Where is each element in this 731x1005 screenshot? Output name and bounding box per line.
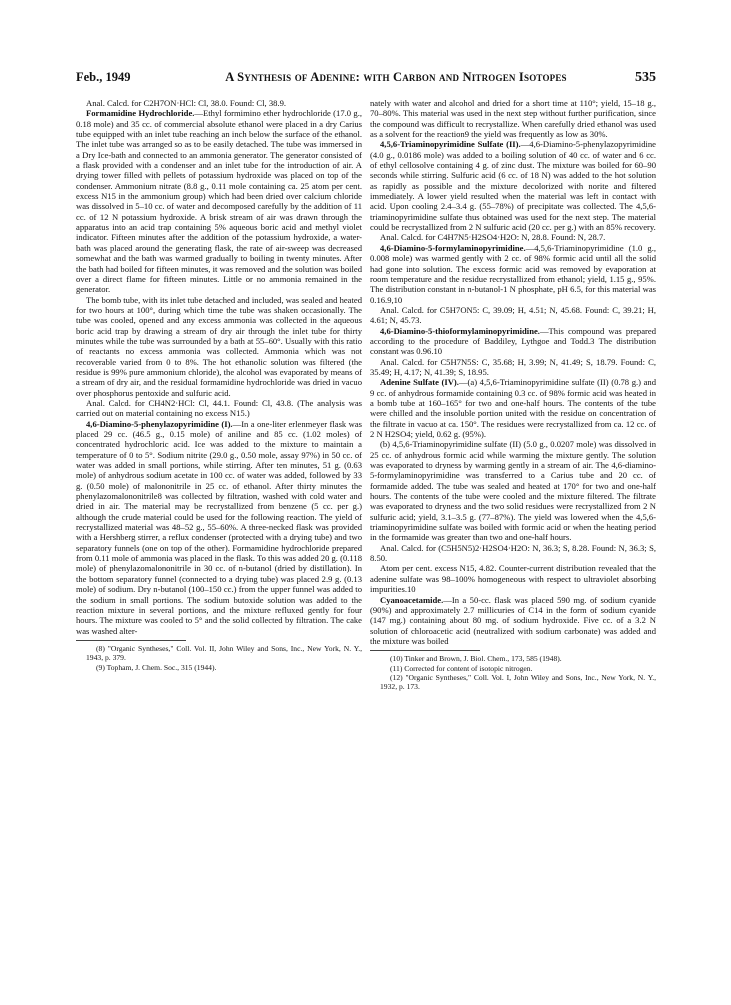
section-formylaminopyrimidine <box>370 243 656 305</box>
section-heading: 4,6-Diamino-5-phenylazopyrimidine (I). <box>86 418 233 429</box>
section-cyanoacetamide <box>370 595 656 647</box>
running-header <box>76 70 656 88</box>
right-column <box>370 98 656 692</box>
analysis-triaminopyrimidine: Anal. Calcd. for C4H7N5·H2SO4·H2O: N, 28.8. Found: N, 28.7. <box>380 232 606 243</box>
section-heading: 4,6-Diamino-5-formylaminopyrimidine. <box>380 242 526 253</box>
section-body: —Ethyl formimino ether hydrochloride (17.0 g., 0.18 mole) and 35 cc. of commercial absolute ethanol were placed in a dry Carius tube equipped with an inlet tube reaching an inch below the surface of the ethanol. The inlet tube was arranged so as to be easily detached. The tube was immersed in a Dry Ice-bath and connected to an ammonia generator. The generator consisted of a flask provided with a condenser and an inlet tube for the introduction of air. A drying tower filled with pellets of potassium hydroxide was placed on top of the condenser. Ammonium nitrate (8.8 g., 0.11 mole containing ca. 25 atom per cent. excess N15 in the ammonium group) which had been dried over calcium chloride was dissolved in 5–10 cc. of water and decomposed carefully by the addition of 11 cc. of 12 N potassium hydroxide. A brisk stream of air was drawn through the apparatus into an acid trap containing 5% aqueous boric acid and methyl violet indicator. Fifteen minutes after the addition of the potassium hydroxide, a water-bath was placed around the generating flask, the rate of air-sweep was decreased somewhat and the bath was warmed gradually to boiling in twenty minutes. After the bath had boiled for fifteen minutes, it was removed and the solution was boiled over a direct flame for fifteen minutes. Little or no ammonia remained in the generator. <box>76 108 362 295</box>
paragraph-continued: nately with water and alcohol and dried for a short time at 110°; yield, 15–18 g., 70–80%. This material was used in the next step without further purification, since the compound was difficult to recrystallize. When carefully dried ethanol was used as a solvent for the reaction9 the yield was frequently as low as 30%. <box>370 98 656 140</box>
footnote: (12) "Organic Syntheses," Coll. Vol. I, John Wiley and Sons, Inc., New York, N. Y., 1932, p. 173. <box>380 673 656 692</box>
section-adenine-sulfate <box>370 377 656 439</box>
footnote: (11) Corrected for content of isotopic nitrogen. <box>390 663 533 673</box>
analysis-formamidine-hcl: Anal. Calcd. for CH4N2·HCl: Cl, 44.1. Found: Cl, 43.8. (The analysis was carried out on material containing no excess N15.) <box>76 397 362 419</box>
section-body: —In a one-liter erlenmeyer flask was placed 29 cc. (46.5 g., 0.15 mole) of aniline and 85 cc. (1.02 moles) of concentrated hydrochloric acid. Ice was added to the mixture to maintain a temperature of 0 to 5°. Sodium nitrite (29.0 g., 0.50 mole, assay 97%) in 50 cc. of water was added in small portions, while stirring. After ten minutes, 51 g. (0.63 mole) of anhydrous sodium acetate in 100 cc. of water was added, followed by 33 g. (0.50 mole) of malononitrile in 25 cc. of ethanol. After thirty minutes the phenylazomalononitrile8 was collected by filtration, washed with cold water and dried in air. The material may be recrystallized from benzene (5 cc. per g.) although the crude material could be used for the following reaction. The yield of recrystallized material was 48–52 g., 55–60%. A three-necked flask was provided with a Hershberg stirrer, a reflux condenser (protected with a drying tube) and two separatory funnels (one on top of the other). Formamidine hydrochloride prepared from 0.11 mole of ammonia was placed in the flask. To this was added 20 g. (0.118 mole) of phenylazomalononitrile in 30 cc. of n-butanol (dried by distillation). In the bottom separatory funnel (connected to a drying tube) was placed 2.9 g. (0.13 mole) of sodium. Dry n-butanol (100–150 cc.) from the upper funnel was added to the sodium in small portions. The sodium butoxide solution was added to the reaction mixture in several portions, and the mixture refluxed gently for four hours. The mixture was cooled to 5° and the solid collected by filtration. The cake was washed alter- <box>76 418 362 636</box>
section-heading: Adenine Sulfate (IV). <box>380 377 459 388</box>
section-phenylazopyrimidine <box>76 419 362 636</box>
left-column <box>76 98 362 672</box>
section-thioformylaminopyrimidine <box>370 326 656 357</box>
footnote-rule <box>76 640 186 641</box>
issue-date: Feb., 1949 <box>76 70 131 84</box>
page-number: 535 <box>635 70 656 85</box>
analysis-thioformylaminopyrimidine: Anal. Calcd. for C5H7N5S: C, 35.68; H, 3.99; N, 41.49; S, 18.79. Found: C, 35.49; H, 4.17; N, 41.39; S, 18.95. <box>370 356 656 377</box>
analysis-formamidine-ether: Anal. Calcd. for C2H7ON·HCl: Cl, 38.0. Found: Cl, 38.9. <box>86 98 287 108</box>
footnote: (8) "Organic Syntheses," Coll. Vol. II, John Wiley and Sons, Inc., New York, N. Y., 1943, p. 379. <box>86 643 362 663</box>
footnote: (9) Topham, J. Chem. Soc., 315 (1944). <box>96 662 217 672</box>
analysis-formylaminopyrimidine: Anal. Calcd. for C5H7ON5: C, 39.09; H, 4.51; N, 45.68. Found: C, 39.21; H, 4.61; N, 45.73. <box>370 304 656 326</box>
section-triaminopyrimidine <box>370 139 656 232</box>
section-formamidine <box>76 108 362 294</box>
analysis-adenine-sulfate: Anal. Calcd. for (C5H5N5)2·H2SO4·H2O: N, 36.3; S, 8.28. Found: N, 36.3; S, 8.50. <box>370 542 656 564</box>
section-heading: 4,5,6-Triaminopyrimidine Sulfate (II). <box>380 139 521 150</box>
section-body: —(a) 4,5,6-Triaminopyrimidine sulfate (II) (0.78 g.) and 9 cc. of anhydrous formamide containing 0.3 cc. of 98% formic acid was heated in a bomb tube at 160–165° for two and one-half hours. The contents of the tube were chilled and the insoluble portion united with the residue on concentration of the filtrate in vacuo at ca. 150°. The residues were recrystallized from ca. 12 cc. of 2 N H2SO4; yield, 0.62 g. (95%). <box>370 377 656 439</box>
section-body: —This compound was prepared according to the procedure of Baddiley, Lythgoe and Todd.3 The distribution constant was 0.96.10 <box>370 325 656 357</box>
paragraph: (b) 4,5,6-Triaminopyrimidine sulfate (II) (5.0 g., 0.0207 mole) was dissolved in 25 cc. of anhydrous formic acid while warming the mixture gently. The solution was evaporated to dryness by warming gently in a stream of air. The 4,6-diamino-5-formylaminopyrimidine was transferred to a Carius tube and 20 cc. of formamide added. The tube was sealed and heated at 170° for two and one-half hours. The contents of the tube were cooled and the mixture filtered. The filtrate was evaporated to dryness and the two solid residues were recrystallized from 2 N sulfuric acid; yield, 3.1–3.5 g. (77–87%). The yield was lowered when the 4,5,6-triaminopyrimidine sulfate was boiled with formic acid or when the heating period in the formamide was greater than two and one-half hours. <box>370 439 656 543</box>
section-heading: Formamidine Hydrochloride. <box>86 108 195 119</box>
section-body: —In a 50-cc. flask was placed 590 mg. of sodium cyanide (90%) and approximately 2.7 millicuries of C14 in the form of sodium cyanide (147 mg.) containing about 80 mg. of sodium hydroxide. Five cc. of a 3.2 N solution of chloroacetic acid (neutralized with sodium carbonate) was added and the mixture was boiled <box>370 594 656 646</box>
section-body: —4,6-Diamino-5-phenylazopyrimidine (4.0 g., 0.0186 mole) was added to a boiling solution of 40 cc. of water and 6 cc. of ethyl cellosolve containing 4 g. of zinc dust. The mixture was boiled for 60–90 seconds while stirring. Sulfuric acid (6 cc. of 18 N) was added to the hot solution as rapidly as possible and the mixture decolorized with norite and filtered immediately. A lower yield resulted when the material was left in contact with acid. Upon cooling 2.4–3.4 g. (55–78%) of precipitate was collected. The 4,5,6-triaminopyrimidine sulfate thus obtained was used for the next step. The material could be recrystallized from 2 N sulfuric acid (20 cc. per g.) with an 85% recovery. <box>370 139 656 233</box>
section-body: —4,5,6-Triaminopyrimidine (1.0 g., 0.008 mole) was warmed gently with 2 cc. of 98% formic acid until all the solid had gone into solution. The excess formic acid was removed by evaporation at room temperature and the residue recrystallized from ethanol; yield, 1.15 g., 95%. The distribution constant in n-butanol-1 N phosphate, pH 6.5, for this material was 0.16.9,10 <box>370 242 656 305</box>
footnote: (10) Tinker and Brown, J. Biol. Chem., 173, 585 (1948). <box>390 654 562 664</box>
paragraph: Atom per cent. excess N15, 4.82. Counter-current distribution revealed that the adenine sulfate was 98–100% homogeneous with respect to ultraviolet absorbing impurities.10 <box>370 563 656 595</box>
section-heading: 4,6-Diamino-5-thioformylaminopyrimidine. <box>380 325 540 336</box>
paragraph: The bomb tube, with its inlet tube detached and included, was sealed and heated for two hours at 100°, during which time the tube was shaken occasionally. The tube was cooled, opened and any excess ammonia was collected in the aqueous boric acid trap by drawing a stream of dry air through the inlet tube for thirty minutes while the tube was surrounded by a bath at 55–60°. Usually with this ratio of reactants no excess ammonia was collected. Ammonia which was not recoverable varied from 0 to 8%. The hot ethanolic solution was filtered (the residue is 99% pure ammonium chloride), the alcohol was evaporated by means of a stream of dry air, and the residual formamidine hydrochloride was dried in vacuo over phosphorus pentoxide and sulfuric acid. <box>76 294 362 398</box>
footnote-rule <box>370 650 480 651</box>
section-heading: Cyanoacetamide. <box>380 594 444 605</box>
running-title: A Synthesis of Adenine: with Carbon and Nitrogen Isotopes <box>225 70 567 84</box>
